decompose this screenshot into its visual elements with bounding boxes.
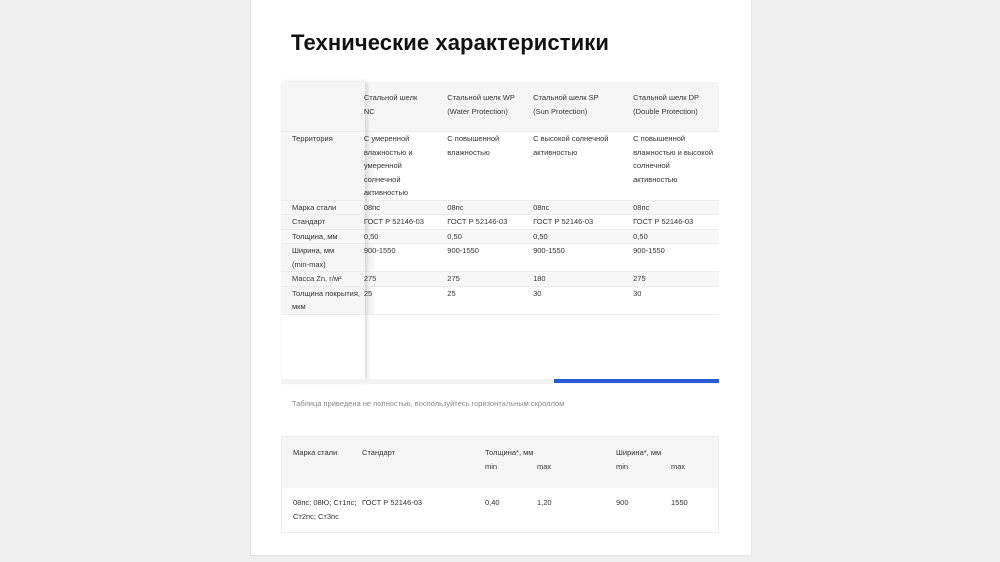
column-header: Стальной шелк DP (Double Protection) <box>633 82 719 132</box>
table-cell: 08пс <box>633 200 719 215</box>
scrollbar-thumb[interactable] <box>554 379 719 383</box>
table-cell: 900-1550 <box>374 244 447 272</box>
column-header: Стальной шелк SP (Sun Protection) <box>533 82 633 132</box>
horizontal-scrollbar[interactable] <box>281 379 719 384</box>
table-cell: С умеренной влажностью и умеренной солнечной активностью <box>374 132 447 201</box>
thickness-label: Толщина*, мм <box>485 448 534 457</box>
table-cell: 900-1550 <box>533 244 633 272</box>
row-label: Толщина покрытия, мкм <box>281 286 374 314</box>
col-standard-header: Стандарт <box>362 437 485 489</box>
page-title: Технические характеристики <box>291 30 609 55</box>
table-row <box>282 488 719 533</box>
table-row <box>281 215 719 230</box>
table-cell: 25 <box>447 286 533 314</box>
table-row <box>281 244 719 272</box>
table-cell: С высокой солнечной активностью <box>533 132 633 201</box>
scroll-hint: Таблица приведена не полностью, воспользуйтесь горизонтальным скроллом <box>292 399 565 408</box>
column-header <box>281 82 374 132</box>
table-cell: 30 <box>633 286 719 314</box>
grade-value: 08пс; 08Ю; Ст1пс; Ст2пс; Ст3пс <box>282 488 363 533</box>
col-thickness-header <box>485 437 616 489</box>
table-cell: ГОСТ Р 52146-03 <box>447 215 533 230</box>
table-cell: 275 <box>633 272 719 287</box>
table-cell: ГОСТ Р 52146-03 <box>533 215 633 230</box>
table-cell: 30 <box>533 286 633 314</box>
thickness-max-value: 1,20 <box>537 498 552 507</box>
table-cell: 900-1550 <box>633 244 719 272</box>
table-cell: 08пс <box>447 200 533 215</box>
col-grade-header: Марка стали <box>282 437 363 489</box>
table-cell: С повышенной влажностью и высокой солнечной активностью <box>633 132 719 201</box>
grade-table <box>281 436 719 533</box>
width-subheads <box>616 460 718 474</box>
thickness-max-label: max <box>537 461 552 471</box>
table-cell: ГОСТ Р 52146-03 <box>374 215 447 230</box>
spec-table-scroll-area[interactable] <box>281 82 719 384</box>
grade-table-header <box>282 437 719 489</box>
row-label: Марка стали <box>281 200 374 215</box>
table-cell: 900-1550 <box>447 244 533 272</box>
table-cell: 0,50 <box>374 229 447 244</box>
width-max-label: max <box>671 461 686 471</box>
table-cell: 08пс <box>374 200 447 215</box>
thickness-min-label: min <box>485 461 498 471</box>
thickness-values <box>485 488 616 533</box>
row-label: Ширина, мм (min-max) <box>281 244 374 272</box>
standard-value: ГОСТ Р 52146-03 <box>362 488 485 533</box>
col-width-header <box>616 437 719 489</box>
table-row <box>281 132 719 201</box>
column-header: Стальной шелк WP (Water Protection) <box>447 82 533 132</box>
table-cell: 180 <box>533 272 633 287</box>
table-row <box>281 229 719 244</box>
width-values <box>616 488 719 533</box>
table-cell: С повышенной влажностью <box>447 132 533 201</box>
width-min-value: 900 <box>616 498 629 507</box>
column-header: Стальной шелк NC <box>374 82 447 132</box>
row-label: Территория <box>281 132 374 201</box>
table-cell: 275 <box>374 272 447 287</box>
thickness-subheads <box>485 460 616 474</box>
table-row <box>281 200 719 215</box>
table-row <box>281 286 719 314</box>
row-label: Стандарт <box>281 215 374 230</box>
width-max-value: 1550 <box>671 498 688 507</box>
spec-table-header <box>281 82 719 132</box>
table-cell: 275 <box>447 272 533 287</box>
table-cell: 25 <box>374 286 447 314</box>
row-label: Масса Zn, г/м² <box>281 272 374 287</box>
thickness-min-value: 0,40 <box>485 498 500 507</box>
table-row <box>281 272 719 287</box>
table-cell: 0,50 <box>533 229 633 244</box>
row-label: Толщина, мм <box>281 229 374 244</box>
spec-table <box>281 82 719 315</box>
width-min-label: min <box>616 461 629 471</box>
width-label: Ширина*, мм <box>616 448 662 457</box>
table-cell: 08пс <box>533 200 633 215</box>
table-cell: 0,50 <box>633 229 719 244</box>
table-cell: ГОСТ Р 52146-03 <box>633 215 719 230</box>
table-cell: 0,50 <box>447 229 533 244</box>
